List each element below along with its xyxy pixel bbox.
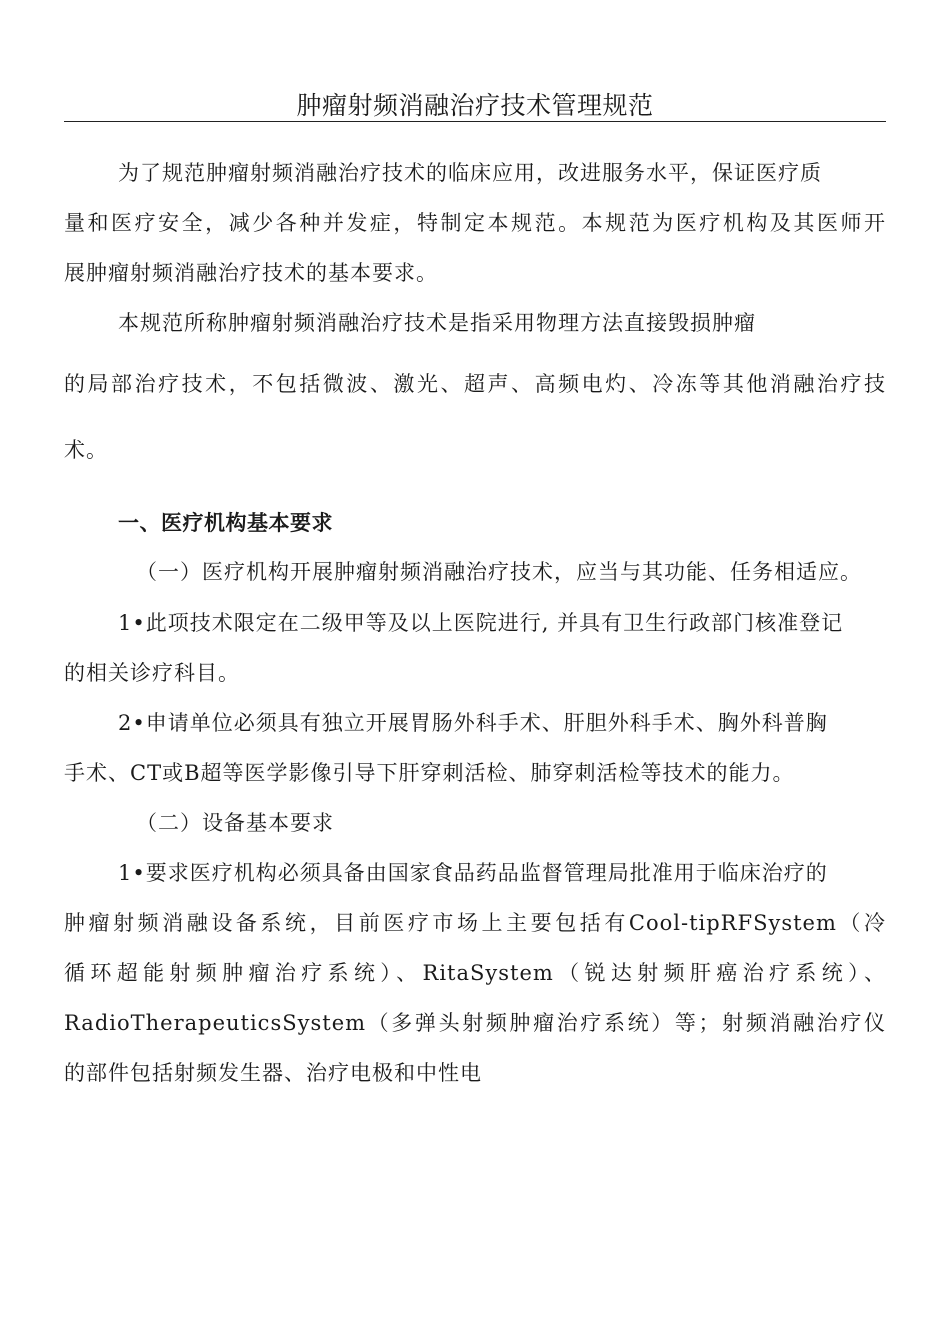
paragraph-line: 术。 xyxy=(64,438,108,462)
section-heading: 一、医疗机构基本要求 xyxy=(118,511,333,535)
paragraph-line: 本规范所称肿瘤射频消融治疗技术是指采用物理方法直接毁损肿瘤 xyxy=(118,311,756,335)
title-underline xyxy=(64,121,886,122)
list-item-line: 的部件包括射频发生器、治疗电极和中性电 xyxy=(64,1061,482,1085)
paragraph-line: 为了规范肿瘤射频消融治疗技术的临床应用，改进服务水平，保证医疗质 xyxy=(118,161,822,185)
paragraph-line: 的局部治疗技术，不包括微波、激光、超声、高频电灼、冷冻等其他消融治疗技 xyxy=(64,372,886,396)
subsection-heading: （一）医疗机构开展肿瘤射频消融治疗技术，应当与其功能、任务相适应。 xyxy=(136,560,862,584)
document-title: 肿瘤射频消融治疗技术管理规范 xyxy=(296,91,654,120)
list-item-line: 1•要求医疗机构必须具备由国家食品药品监督管理局批准用于临床治疗的 xyxy=(118,861,828,885)
paragraph-line: 量和医疗安全，减少各种并发症，特制定本规范。本规范为医疗机构及其医师开 xyxy=(64,211,886,235)
list-item-line: 的相关诊疗科目。 xyxy=(64,661,240,685)
list-item-line: 循环超能射频肿瘤治疗系统）、RitaSystem（锐达射频肝癌治疗系统）、 xyxy=(64,961,886,985)
list-item-line: 2•申请单位必须具有独立开展胃肠外科手术、肝胆外科手术、胸外科普胸 xyxy=(118,711,828,735)
list-item-line: 手术、CT或B超等医学影像引导下肝穿刺活检、肺穿刺活检等技术的能力。 xyxy=(64,761,795,785)
subsection-heading: （二）设备基本要求 xyxy=(136,811,334,835)
list-item-line: 1•此项技术限定在二级甲等及以上医院进行, 并具有卫生行政部门核准登记 xyxy=(118,611,844,635)
list-item-line: RadioTherapeuticsSystem（多弹头射频肿瘤治疗系统）等；射频消融治疗仪 xyxy=(64,1011,886,1035)
list-item-line: 肿瘤射频消融设备系统，目前医疗市场上主要包括有Cool-tipRFSystem（冷 xyxy=(64,911,886,935)
paragraph-line: 展肿瘤射频消融治疗技术的基本要求。 xyxy=(64,261,438,285)
